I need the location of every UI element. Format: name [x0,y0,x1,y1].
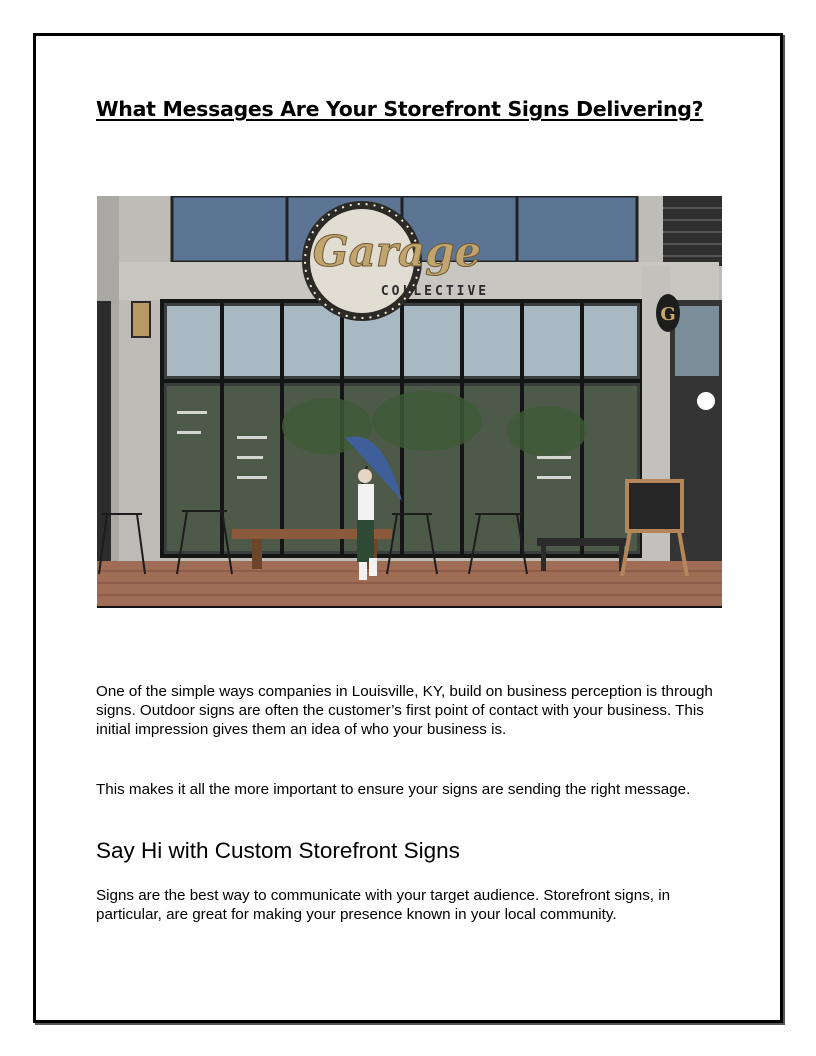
storefront-photo [97,196,722,608]
intro-paragraph: One of the simple ways companies in Louisville, KY, build on business perception is through signs. Outdoor signs are often the customer’s first point of contact with your business. This initial impression gives them an idea of who your business is. [96,683,713,739]
importance-paragraph: This makes it all the more important to ensure your signs are sending the right message. [96,781,691,798]
section-paragraph: Signs are the best way to communicate with your target audience. Storefront signs, in particular, are great for making your presence known in your local community. [96,887,671,924]
sign-sub-text: COLLECTIVE [380,284,490,299]
projecting-sign-text: G [660,304,676,325]
document-title: What Messages Are Your Storefront Signs Delivering? [96,97,704,121]
sign-main-text: Garage [312,227,482,276]
section-heading: Say Hi with Custom Storefront Signs [96,838,460,863]
